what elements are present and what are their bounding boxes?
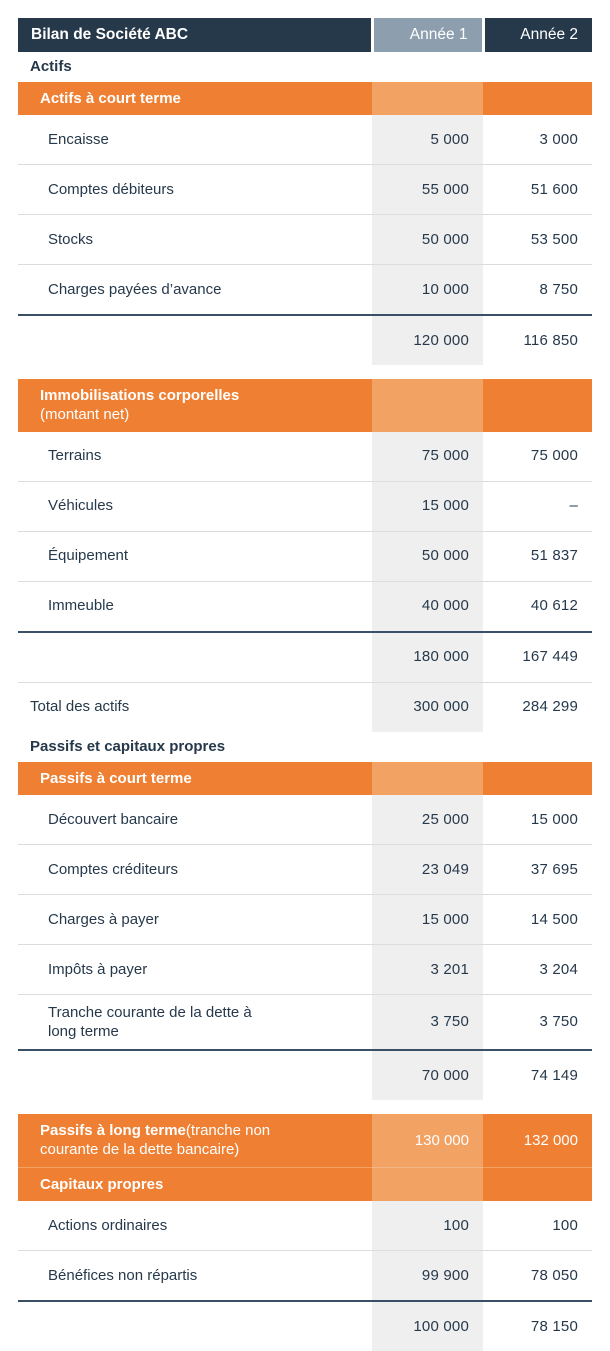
table-row	[18, 115, 592, 165]
row-value-year1: 5 000	[372, 115, 483, 165]
total-assets-year1: 300 000	[372, 682, 483, 732]
table-row	[18, 894, 592, 944]
table-row	[18, 1201, 592, 1251]
total-assets-label: Total des actifs	[18, 682, 372, 732]
row-value-year2: 37 695	[483, 844, 592, 894]
subtotal-value-year1: 70 000	[372, 1050, 483, 1100]
section-caption-liabilities-label: Passifs et capitaux propres	[18, 732, 372, 762]
subtotal-label	[18, 315, 372, 365]
table-row	[18, 531, 592, 581]
group-header-equity-y1	[372, 1167, 483, 1201]
subtotal-value-year1: 180 000	[372, 632, 483, 683]
column-header-year2: Année 2	[483, 18, 592, 52]
page-title: Bilan de Société ABC	[18, 18, 372, 52]
subtotal-value-year2: 74 149	[483, 1050, 592, 1100]
group-header-fixed-assets	[18, 379, 592, 431]
group-header-current-assets-y2	[483, 82, 592, 115]
row-spacer-y2	[483, 365, 592, 379]
subtotal-value-year2: 78 150	[483, 1301, 592, 1351]
row-spacer	[18, 365, 592, 379]
row-label: Actions ordinaires	[48, 1216, 168, 1234]
group-header-fixed-assets-label	[18, 379, 372, 431]
total-assets-year2: 284 299	[483, 682, 592, 732]
section-caption-assets-label: Actifs	[18, 52, 372, 82]
table-row	[18, 165, 592, 215]
row-value-year1: 99 900	[372, 1250, 483, 1301]
row-spacer-y2	[483, 1100, 592, 1114]
group-header-current-assets	[18, 82, 592, 115]
row-value-year2: 3 000	[483, 115, 592, 165]
table-row	[18, 944, 592, 994]
group-header-long-term-liabilities	[18, 1114, 592, 1167]
row-value-year1: 100	[372, 1201, 483, 1251]
row-spacer-y1	[372, 1100, 483, 1114]
table-row	[18, 265, 592, 316]
row-label: Terrains	[48, 447, 102, 465]
table-row	[18, 481, 592, 531]
row-value-year2: 53 500	[483, 215, 592, 265]
row-value-year1: 3 750	[372, 994, 483, 1050]
row-value-year2: 3 204	[483, 944, 592, 994]
row-spacer	[18, 1100, 592, 1114]
section-caption-assets-y2	[483, 52, 592, 82]
row-value-year2: 15 000	[483, 795, 592, 845]
group-header-fixed-assets-y1	[372, 379, 483, 431]
group-header-current-liabilities-y2	[483, 762, 592, 795]
group-header-equity-y2	[483, 1167, 592, 1201]
row-label: Impôts à payer	[18, 944, 372, 994]
row-value-year1: 25 000	[372, 795, 483, 845]
table-row	[18, 215, 592, 265]
group-header-fixed-assets-title: Immobilisations corporelles	[40, 387, 240, 405]
row-label: Comptes débiteurs	[18, 165, 372, 215]
row-value-year2: 51 837	[483, 531, 592, 581]
group-header-long-term-title: Passifs à long terme	[40, 1122, 186, 1140]
subtotal-value-year2: 116 850	[483, 315, 592, 365]
long-term-value-year2: 132 000	[483, 1114, 592, 1167]
row-value-year1: 15 000	[372, 481, 483, 531]
subtotal-value-year1: 120 000	[372, 315, 483, 365]
section-caption-assets	[18, 52, 592, 82]
column-header-year1: Année 1	[372, 18, 483, 52]
section-caption-liabilities-y2	[483, 732, 592, 762]
row-value-year1: 55 000	[372, 165, 483, 215]
group-header-fixed-assets-subtitle: (montant net)	[40, 406, 130, 424]
row-label: Équipement	[18, 531, 372, 581]
group-header-equity-label: Capitaux propres	[18, 1167, 372, 1201]
table-row	[18, 994, 592, 1050]
row-value-year1: 50 000	[372, 215, 483, 265]
row-label: Stocks	[18, 215, 372, 265]
row-label: Bénéfices non répartis	[18, 1250, 372, 1301]
row-value-year1: 50 000	[372, 531, 483, 581]
row-label: Encaisse	[48, 131, 109, 149]
row-value-year2: 100	[483, 1201, 592, 1251]
row-label: Comptes créditeurs	[18, 844, 372, 894]
row-value-year1: 75 000	[372, 432, 483, 482]
table-row	[18, 844, 592, 894]
row-value-year1: 23 049	[372, 844, 483, 894]
row-spacer-label	[18, 365, 372, 379]
long-term-value-year1: 130 000	[372, 1114, 483, 1167]
row-value-year2: 3 750	[483, 994, 592, 1050]
row-label: Tranche courante de la dette à long terme	[18, 994, 372, 1050]
section-caption-liabilities	[18, 732, 592, 762]
row-value-year1: 10 000	[372, 265, 483, 316]
subtotal-value-year2: 167 449	[483, 632, 592, 683]
group-header-fixed-assets-y2	[483, 379, 592, 431]
group-header-current-liabilities	[18, 762, 592, 795]
table-row	[18, 432, 592, 482]
group-header-current-liabilities-label: Passifs à court terme	[18, 762, 372, 795]
group-header-equity	[18, 1167, 592, 1201]
group-header-current-liabilities-y1	[372, 762, 483, 795]
section-caption-liabilities-y1	[372, 732, 483, 762]
table-row	[18, 581, 592, 632]
row-value-year2: 75 000	[483, 432, 592, 482]
subtotal-row-current-assets	[18, 315, 592, 365]
row-value-year2: –	[483, 481, 592, 531]
row-value-year1: 40 000	[372, 581, 483, 632]
row-value-year2: 40 612	[483, 581, 592, 632]
subtotal-label	[18, 1050, 372, 1100]
subtotal-label	[18, 632, 372, 683]
row-value-year2: 51 600	[483, 165, 592, 215]
row-label: Charges à payer	[18, 894, 372, 944]
table-header-row	[18, 18, 592, 52]
subtotal-value-year1: 100 000	[372, 1301, 483, 1351]
row-value-year2: 78 050	[483, 1250, 592, 1301]
subtotal-row-fixed-assets	[18, 632, 592, 683]
section-caption-assets-y1	[372, 52, 483, 82]
row-value-year1: 3 201	[372, 944, 483, 994]
subtotal-row-equity	[18, 1301, 592, 1351]
group-header-current-assets-y1	[372, 82, 483, 115]
balance-sheet-table	[18, 18, 592, 1351]
row-value-year2: 14 500	[483, 894, 592, 944]
total-row-assets	[18, 682, 592, 732]
subtotal-label	[18, 1301, 372, 1351]
group-header-long-term-liabilities-label	[18, 1114, 372, 1167]
group-header-current-assets-label: Actifs à court terme	[18, 82, 372, 115]
row-spacer-label	[18, 1100, 372, 1114]
table-row	[18, 795, 592, 845]
group-header-long-term-subtitle: (tranche non courante de la dette bancaire)	[40, 1122, 271, 1159]
row-spacer-y1	[372, 365, 483, 379]
row-label: Découvert bancaire	[48, 810, 179, 828]
table-row	[18, 1250, 592, 1301]
row-label: Immeuble	[18, 581, 372, 632]
row-value-year1: 15 000	[372, 894, 483, 944]
row-label: Véhicules	[18, 481, 372, 531]
subtotal-row-current-liabilities	[18, 1050, 592, 1100]
row-value-year2: 8 750	[483, 265, 592, 316]
row-label: Charges payées d’avance	[18, 265, 372, 316]
